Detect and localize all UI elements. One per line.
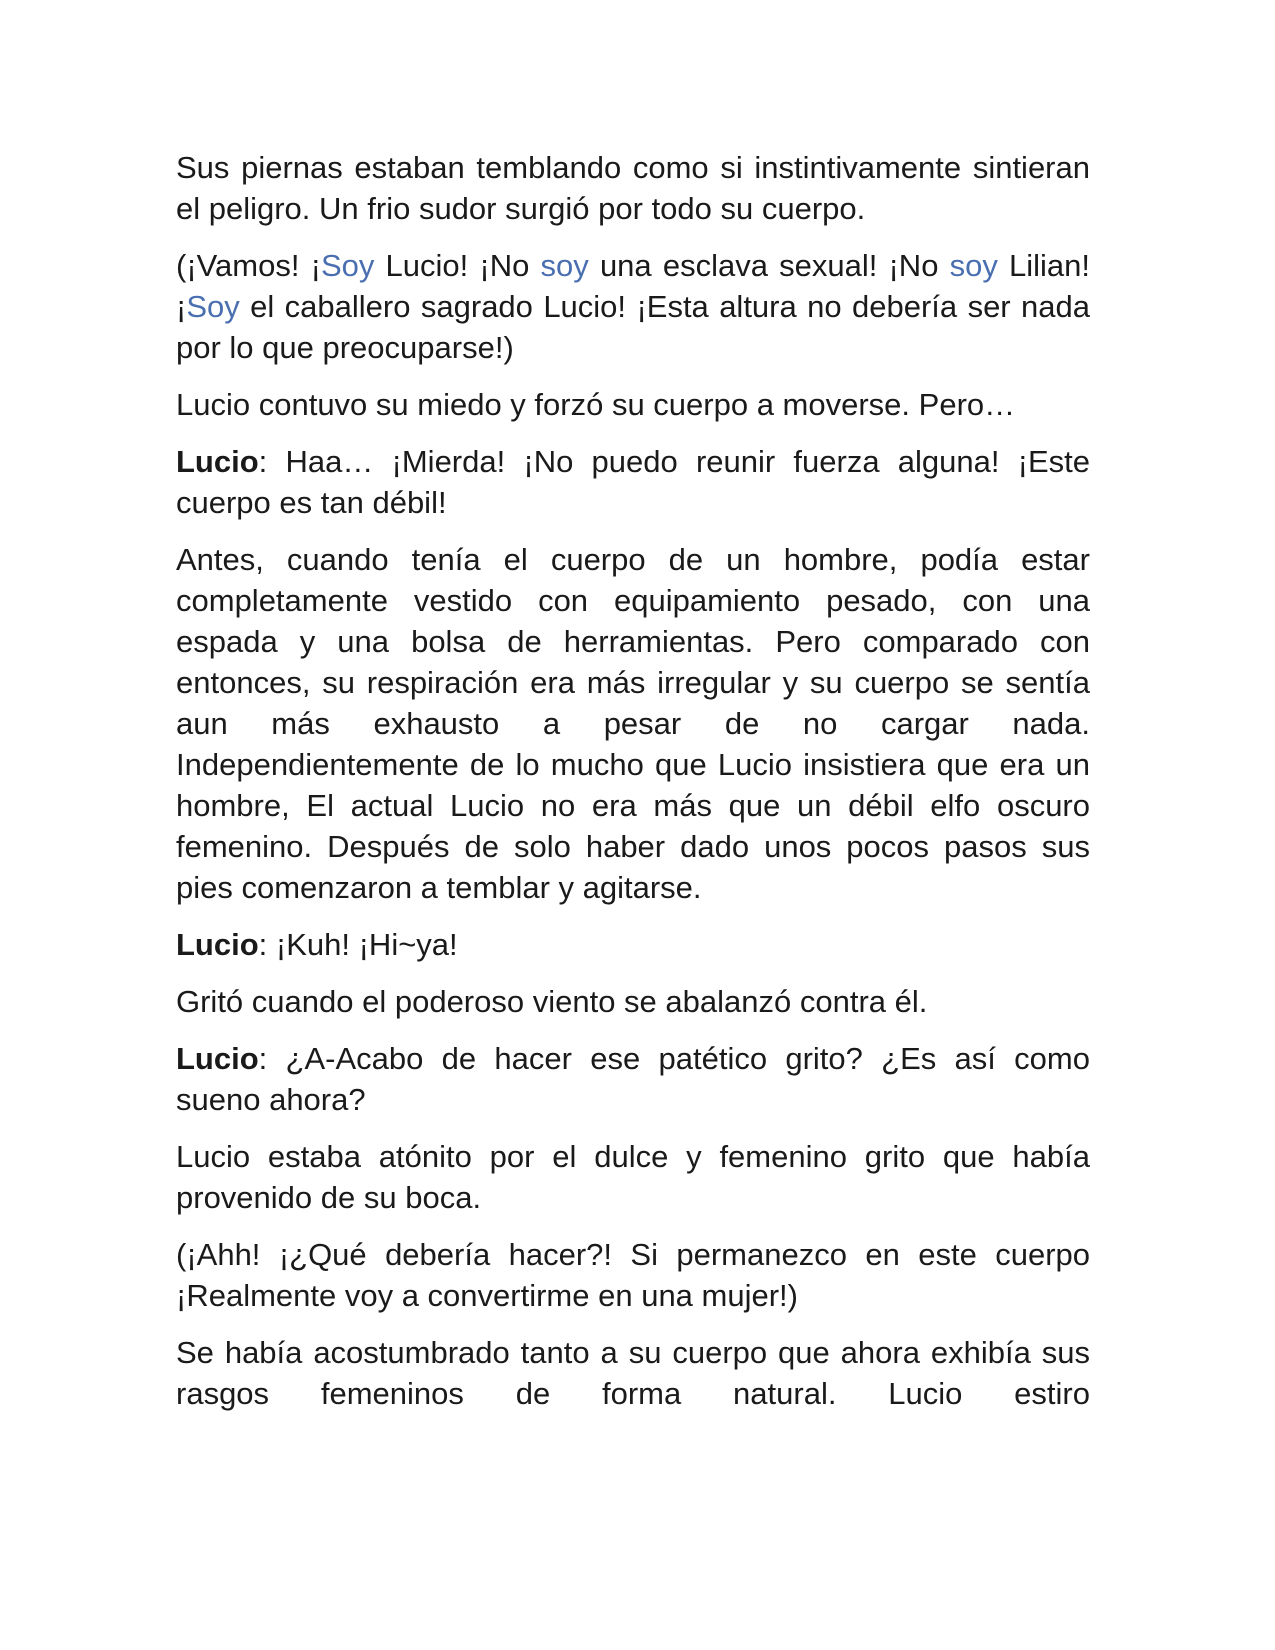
paragraph-2-text: Lucio! ¡No [374,248,541,283]
highlighted-word: Soy [320,248,375,283]
paragraph-2-text: el caballero sagrado Lucio! ¡Esta altura no debería ser nada por lo que preocuparse!) [176,289,1090,365]
paragraph-2-text: una esclava sexual! ¡No [588,248,950,283]
paragraph-2 [176,245,1090,368]
dialogue-text: : ¿A-Acabo de hacer ese patético grito? ¿Es así como sueno ahora? [176,1041,1090,1117]
paragraph-7: Gritó cuando el poderoso viento se abalanzó contra él. [176,984,928,1019]
dialogue-text: : Haa… ¡Mierda! ¡No puedo reunir fuerza alguna! ¡Este cuerpo es tan débil! [176,444,1090,520]
dialogue-paragraph-4 [176,441,1090,523]
document-body [176,147,1090,1430]
paragraph-2-text: (¡Vamos! ¡ [176,248,321,283]
speaker-name: Lucio [176,1041,259,1076]
dialogue-paragraph-6 [176,924,1090,965]
paragraph-10: (¡Ahh! ¡¿Qué debería hacer?! Si permanezco en este cuerpo ¡Realmente voy a convertirme en una mujer!) [176,1237,1090,1313]
paragraph-3: Lucio contuvo su miedo y forzó su cuerpo a moverse. Pero… [176,387,1016,422]
dialogue-paragraph-8 [176,1038,1090,1120]
highlighted-word: soy [540,248,589,283]
highlighted-word: soy [949,248,998,283]
paragraph-5: Antes, cuando tenía el cuerpo de un hombre, podía estar completamente vestido con equipamiento pesado, con una espada y una bolsa de herramientas. Pero comparado con entonces, su respiración era más irregular y su cuerpo se sentía aun más exhausto a pesar de no cargar nada. Independientemente de lo mucho que Lucio insistiera que era un hombre, El actual Lucio no era más que un débil elfo oscuro femenino. Después de solo haber dado unos pocos pasos sus pies comenzaron a temblar y agitarse. [176,542,1090,905]
speaker-name: Lucio [176,927,259,962]
paragraph-9: Lucio estaba atónito por el dulce y femenino grito que había provenido de su boca. [176,1139,1090,1215]
paragraph-1: Sus piernas estaban temblando como si instintivamente sintieran el peligro. Un frio sudor surgió por todo su cuerpo. [176,150,1090,226]
paragraph-2-text: Lilian! ¡ [176,248,1091,324]
dialogue-text: : ¡Kuh! ¡Hi~ya! [258,927,458,962]
paragraph-11: Se había acostumbrado tanto a su cuerpo que ahora exhibía sus rasgos femeninos de forma natural. Lucio estiro [176,1335,1090,1411]
speaker-name: Lucio [176,444,259,479]
highlighted-word: Soy [186,289,240,324]
